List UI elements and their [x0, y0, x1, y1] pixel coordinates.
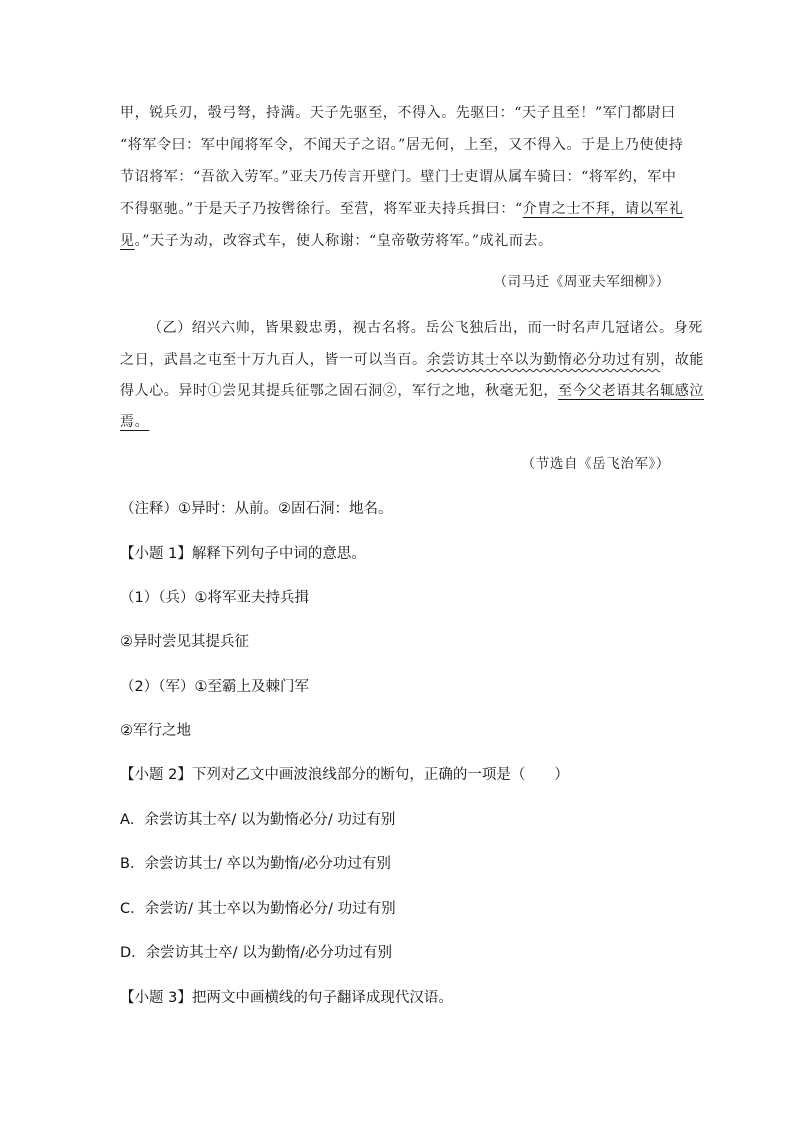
passage-yi-source: （节选自《岳飞治军》）	[521, 456, 670, 472]
passage-yi-line-2-text: 之日，武昌之屯至十万九百人，皆一可以当百。	[120, 352, 427, 368]
question-2-option-b: B．余尝访其士/ 卒以为勤惰/必分功过有别	[120, 856, 391, 872]
question-2-option-c: C．余尝访/ 其士卒以为勤惰必分/ 功过有别	[120, 901, 396, 917]
passage-yi-line-4	[120, 412, 149, 432]
passage-yi-line-3	[120, 381, 704, 401]
passage-jia-line-2: “将军令曰：军中闻将军令，不闻天子之诏。”居无何，上至，又不得入。于是上乃使使持	[120, 137, 684, 153]
passage-jia-line-1: 甲，锐兵刃，彀弓弩，持满。天子先驱至，不得入。先驱曰：“天子且至！”军门都尉曰	[120, 105, 676, 121]
passage-yi-line-3-text: 得人心。异时①尝见其提兵征鄂之固石洞②，军行之地，秋毫无犯，	[120, 383, 558, 399]
passage-jia-line-4-text: 不得驱驰。”于是天子乃按辔徐行。至营，将军亚夫持兵揖曰：“	[120, 201, 523, 217]
question-1-item-2: ②异时尝见其提兵征	[120, 634, 249, 650]
passage-jia-line-3: 节诏将军：“吾欲入劳军。”亚夫乃传言开壁门。壁门士吏谓从属车骑曰：“将军约，军中	[120, 169, 677, 185]
passage-yi-line-2	[120, 350, 704, 370]
passage-jia-line-5-text: 。”天子为动，改容式车，使人称谢：“皇帝敬劳将军。”成礼而去。	[134, 233, 553, 249]
underlined-sentence-jia: 介胄之士不拜，请以军礼	[522, 201, 684, 217]
question-1-title: 【小题 1】解释下列句子中词的意思。	[120, 546, 366, 562]
underlined-sentence-jia-end: 见	[120, 233, 135, 249]
passage-jia-line-4	[120, 199, 683, 219]
underlined-sentence-yi-end: 焉。	[120, 414, 150, 430]
question-2-option-a: A．余尝访其士卒/ 以为勤惰必分/ 功过有别	[120, 812, 396, 828]
question-1-item-4: ②军行之地	[120, 723, 191, 739]
annotation-notes: （注释）①异时：从前。②固石洞：地名。	[120, 501, 393, 517]
underlined-sentence-yi: 至今父老语其名辄感泣	[558, 383, 704, 399]
question-3-title: 【小题 3】把两文中画横线的句子翻译成现代汉语。	[120, 990, 453, 1006]
passage-jia-source: （司马迁《周亚夫军细柳》）	[493, 274, 670, 290]
question-1-item-3: （2）（军）①至霸上及棘门军	[120, 679, 309, 695]
wavy-underlined-phrase: 余尝访其士卒以为勤惰必分功过有别	[426, 352, 661, 368]
passage-yi-line-2-tail: ，故能	[660, 352, 705, 368]
passage-jia-line-5	[120, 231, 553, 251]
question-1-item-1: （1）（兵）①将军亚夫持兵揖	[120, 590, 309, 606]
question-2-title: 【小题 2】下列对乙文中画波浪线部分的断句，正确的一项是（ ）	[120, 767, 569, 783]
question-2-option-d: D．余尝访其士卒/ 以为勤惰/必分功过有别	[120, 945, 393, 961]
passage-yi-line-1: （乙）绍兴六帅，皆果毅忠勇，视古名将。岳公飞独后出，而一时名声几冠诸公。身死	[148, 320, 703, 336]
